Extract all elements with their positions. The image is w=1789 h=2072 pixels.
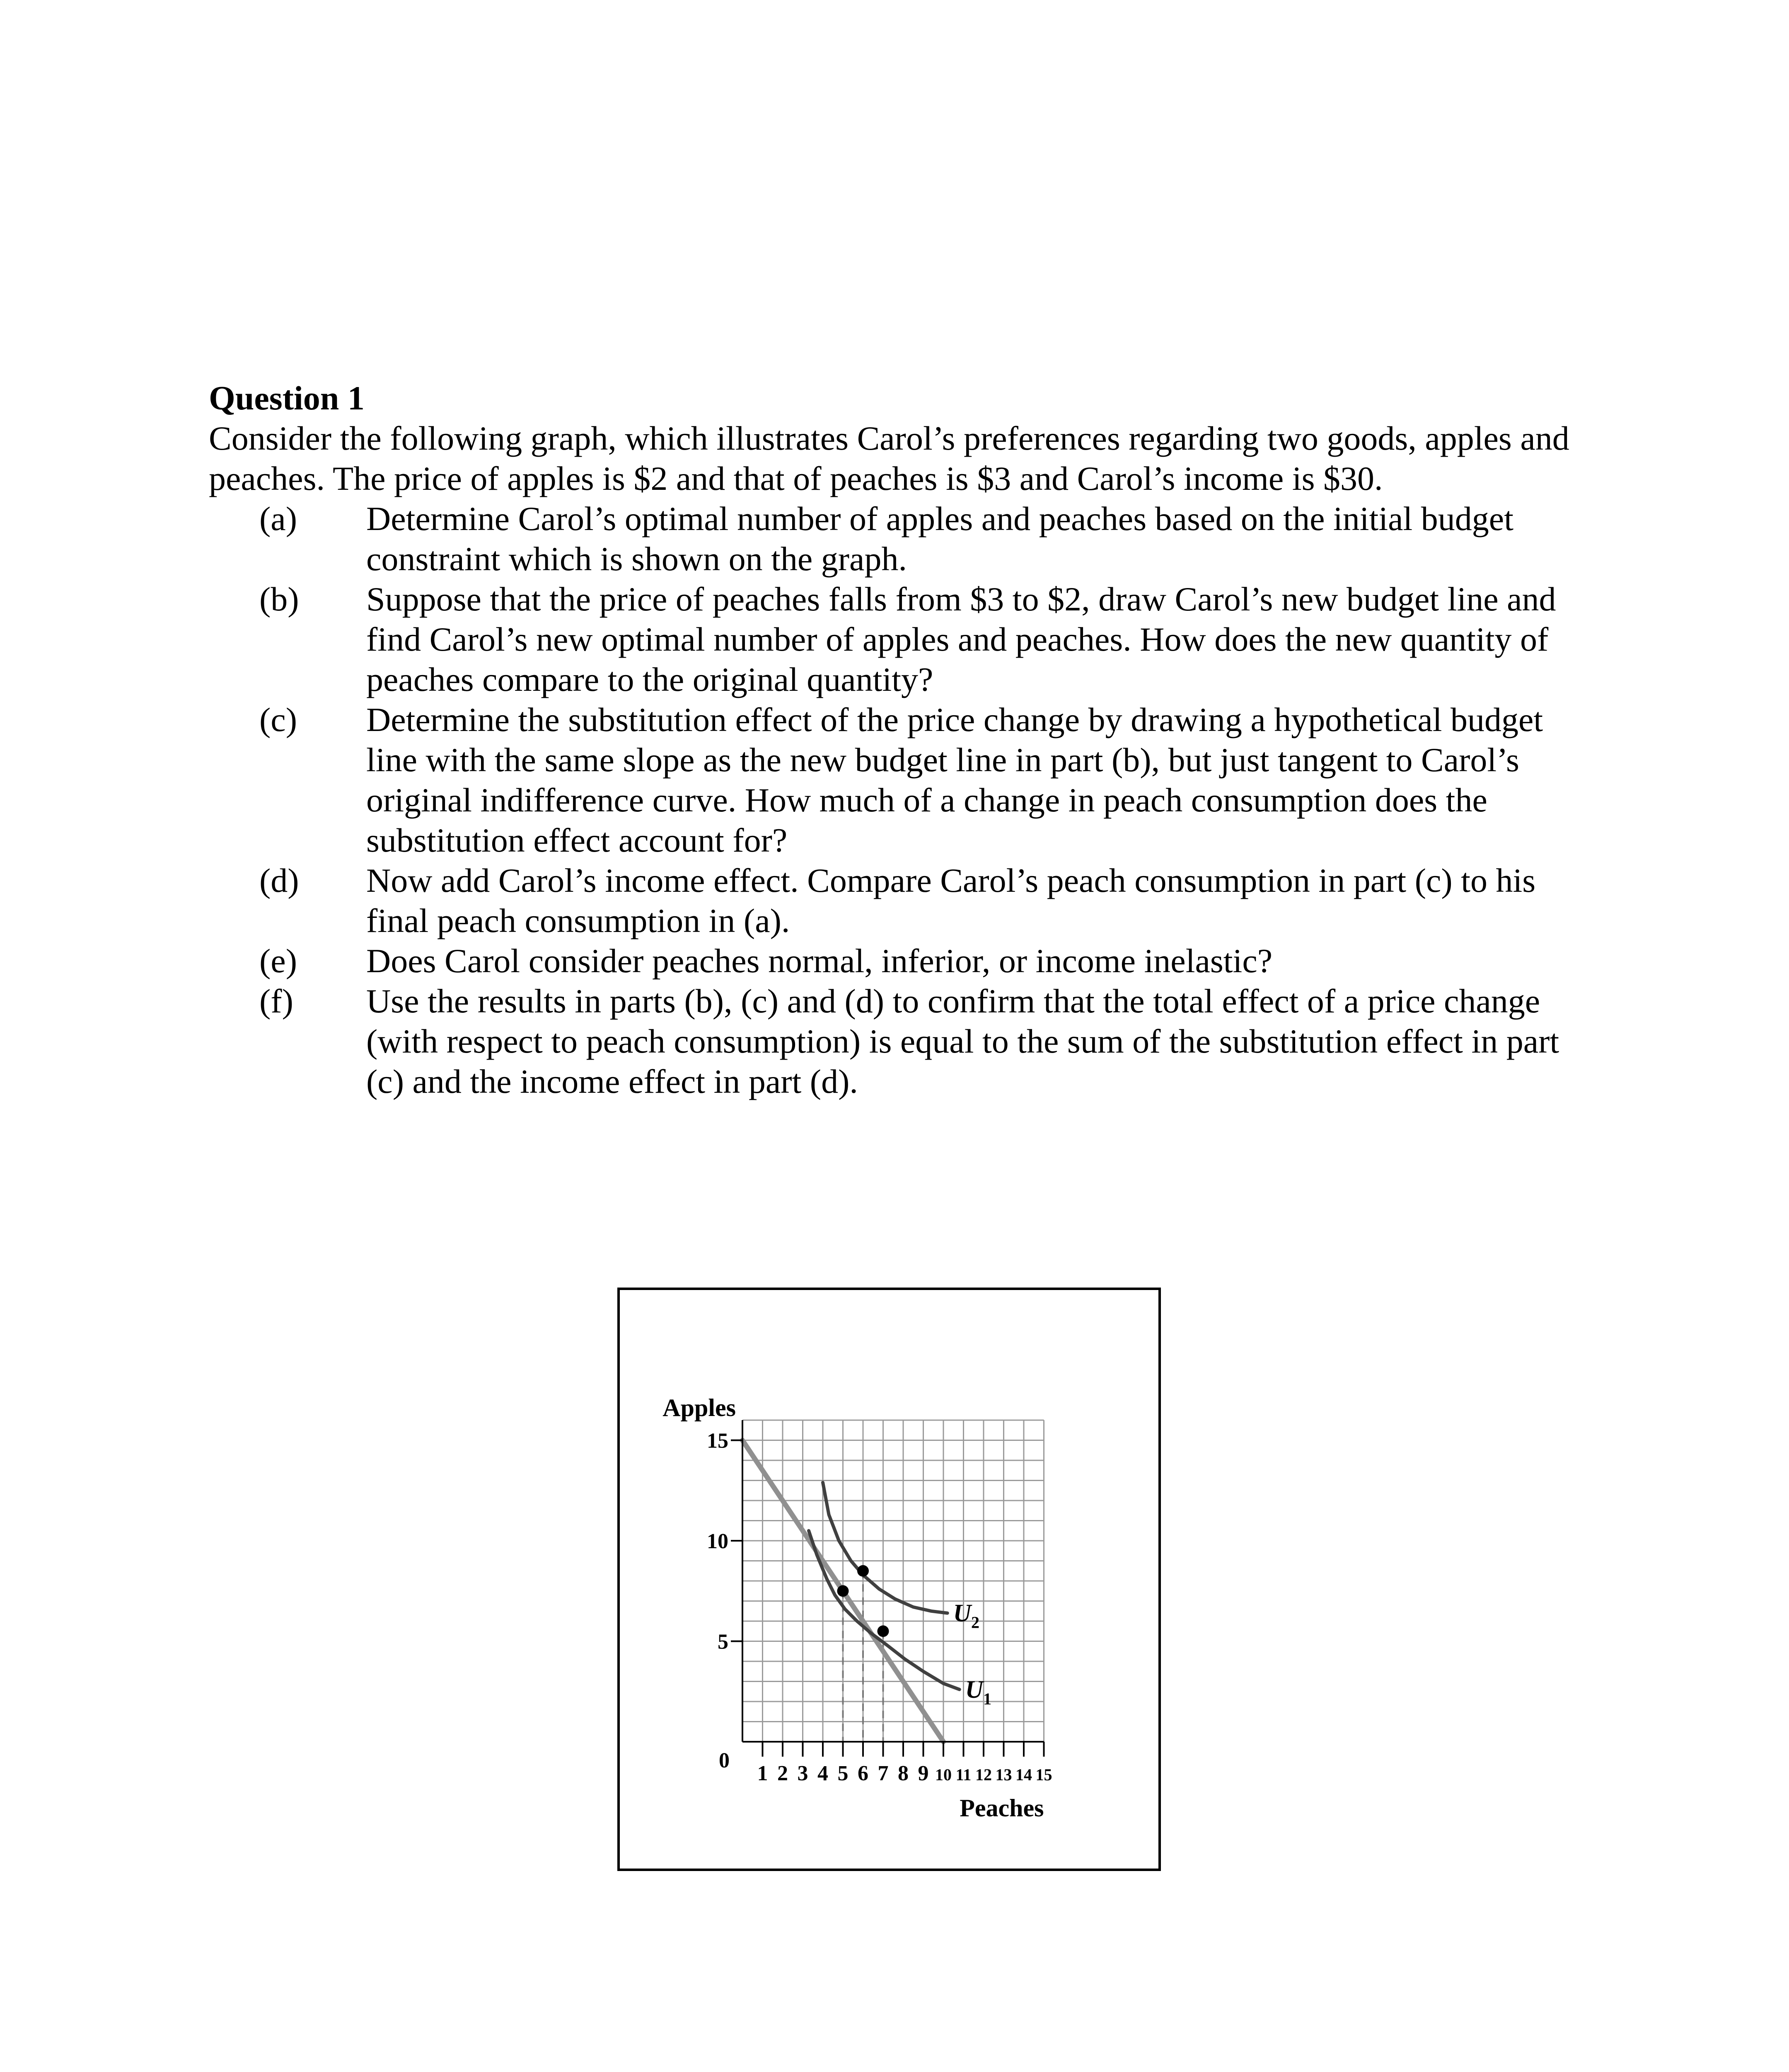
indifference-curve-u1 (809, 1531, 960, 1690)
x-axis-title: Peaches (960, 1794, 1044, 1822)
x-tick-label: 5 (837, 1762, 849, 1785)
x-tick-label: 6 (858, 1762, 868, 1785)
x-tick-label: 8 (898, 1762, 909, 1785)
x-tick-label: 12 (975, 1765, 992, 1784)
y-tick-label: 5 (718, 1630, 728, 1654)
series (742, 1440, 960, 1742)
question-part-d (209, 860, 1576, 941)
part-text: Determine the substitution effect of the price change by drawing a hypothetical budget line with the same slope as the new budget line in part (b), but just tangent to Carol’s original indifference curve. How much of a change in peach consumption does the substitution effect account for? (366, 701, 1543, 859)
part-text: Use the results in parts (b), (c) and (d) to confirm that the total effect of a price change (with respect to peach consumption) is equal to the sum of the substitution effect in part (c) and the income effect in part (d). (366, 982, 1559, 1100)
question-part-b (209, 579, 1576, 700)
question-title: Question 1 (209, 379, 365, 417)
curve-label-u2: $U_2$ (953, 1599, 980, 1632)
marked-point (857, 1565, 869, 1577)
part-label: (a) (259, 500, 297, 537)
curve-label-subscript: 1 (983, 1689, 992, 1708)
part-label: (f) (259, 982, 293, 1020)
y-tick-label: 10 (707, 1530, 728, 1553)
part-text: Suppose that the price of peaches falls from $3 to $2, draw Carol’s new budget line and find Carol’s new optimal number of apples and peaches. How does the new quantity of peaches compare to the original quantity? (366, 580, 1556, 698)
x-tick-label: 13 (995, 1765, 1012, 1784)
question-part-c (209, 700, 1576, 860)
question-intro: Consider the following graph, which illustrates Carol’s preferences regarding two goods, apples and peaches. The price of apples is $2 and that of peaches is $3 and Carol’s income is $30. (209, 419, 1569, 497)
indifference-curve-chart (620, 1290, 1158, 1869)
marked-point (878, 1625, 889, 1637)
question-part-e (209, 941, 1576, 981)
question-parts-list (209, 499, 1576, 1101)
part-label: (d) (259, 862, 299, 899)
x-tick-label: 9 (918, 1762, 929, 1785)
labels (662, 1394, 1052, 1822)
x-tick-label: 14 (1015, 1765, 1032, 1784)
x-tick-label: 2 (777, 1762, 788, 1785)
x-tick-label: 4 (817, 1762, 828, 1785)
x-tick-label: 10 (935, 1765, 952, 1784)
x-tick-label: 11 (955, 1765, 972, 1784)
x-tick-label: 15 (1035, 1765, 1052, 1784)
part-text: Now add Carol’s income effect. Compare Carol’s peach consumption in part (c) to his final peach consumption in (a). (366, 862, 1536, 939)
part-text: Determine Carol’s optimal number of apples and peaches based on the initial budget constraint which is shown on the graph. (366, 500, 1513, 578)
origin-label: 0 (719, 1749, 730, 1772)
question-part-f (209, 981, 1576, 1101)
part-label: (e) (259, 942, 297, 980)
x-tick-label: 1 (757, 1762, 768, 1785)
y-axis-title: Apples (662, 1394, 736, 1421)
curve-label-u1: $U_1$ (965, 1675, 992, 1708)
graph-figure (617, 1288, 1161, 1871)
x-tick-label: 7 (878, 1762, 889, 1785)
part-text: Does Carol consider peaches normal, inferior, or income inelastic? (366, 942, 1273, 980)
question-block (209, 378, 1576, 1101)
grid (742, 1420, 1044, 1742)
part-label: (b) (259, 580, 299, 618)
curve-label-subscript: 2 (971, 1613, 980, 1632)
y-tick-label: 15 (707, 1429, 728, 1453)
x-tick-label: 3 (797, 1762, 808, 1785)
marked-point (837, 1585, 849, 1597)
part-label: (c) (259, 701, 297, 738)
axes (731, 1420, 1044, 1757)
question-part-a (209, 499, 1576, 579)
